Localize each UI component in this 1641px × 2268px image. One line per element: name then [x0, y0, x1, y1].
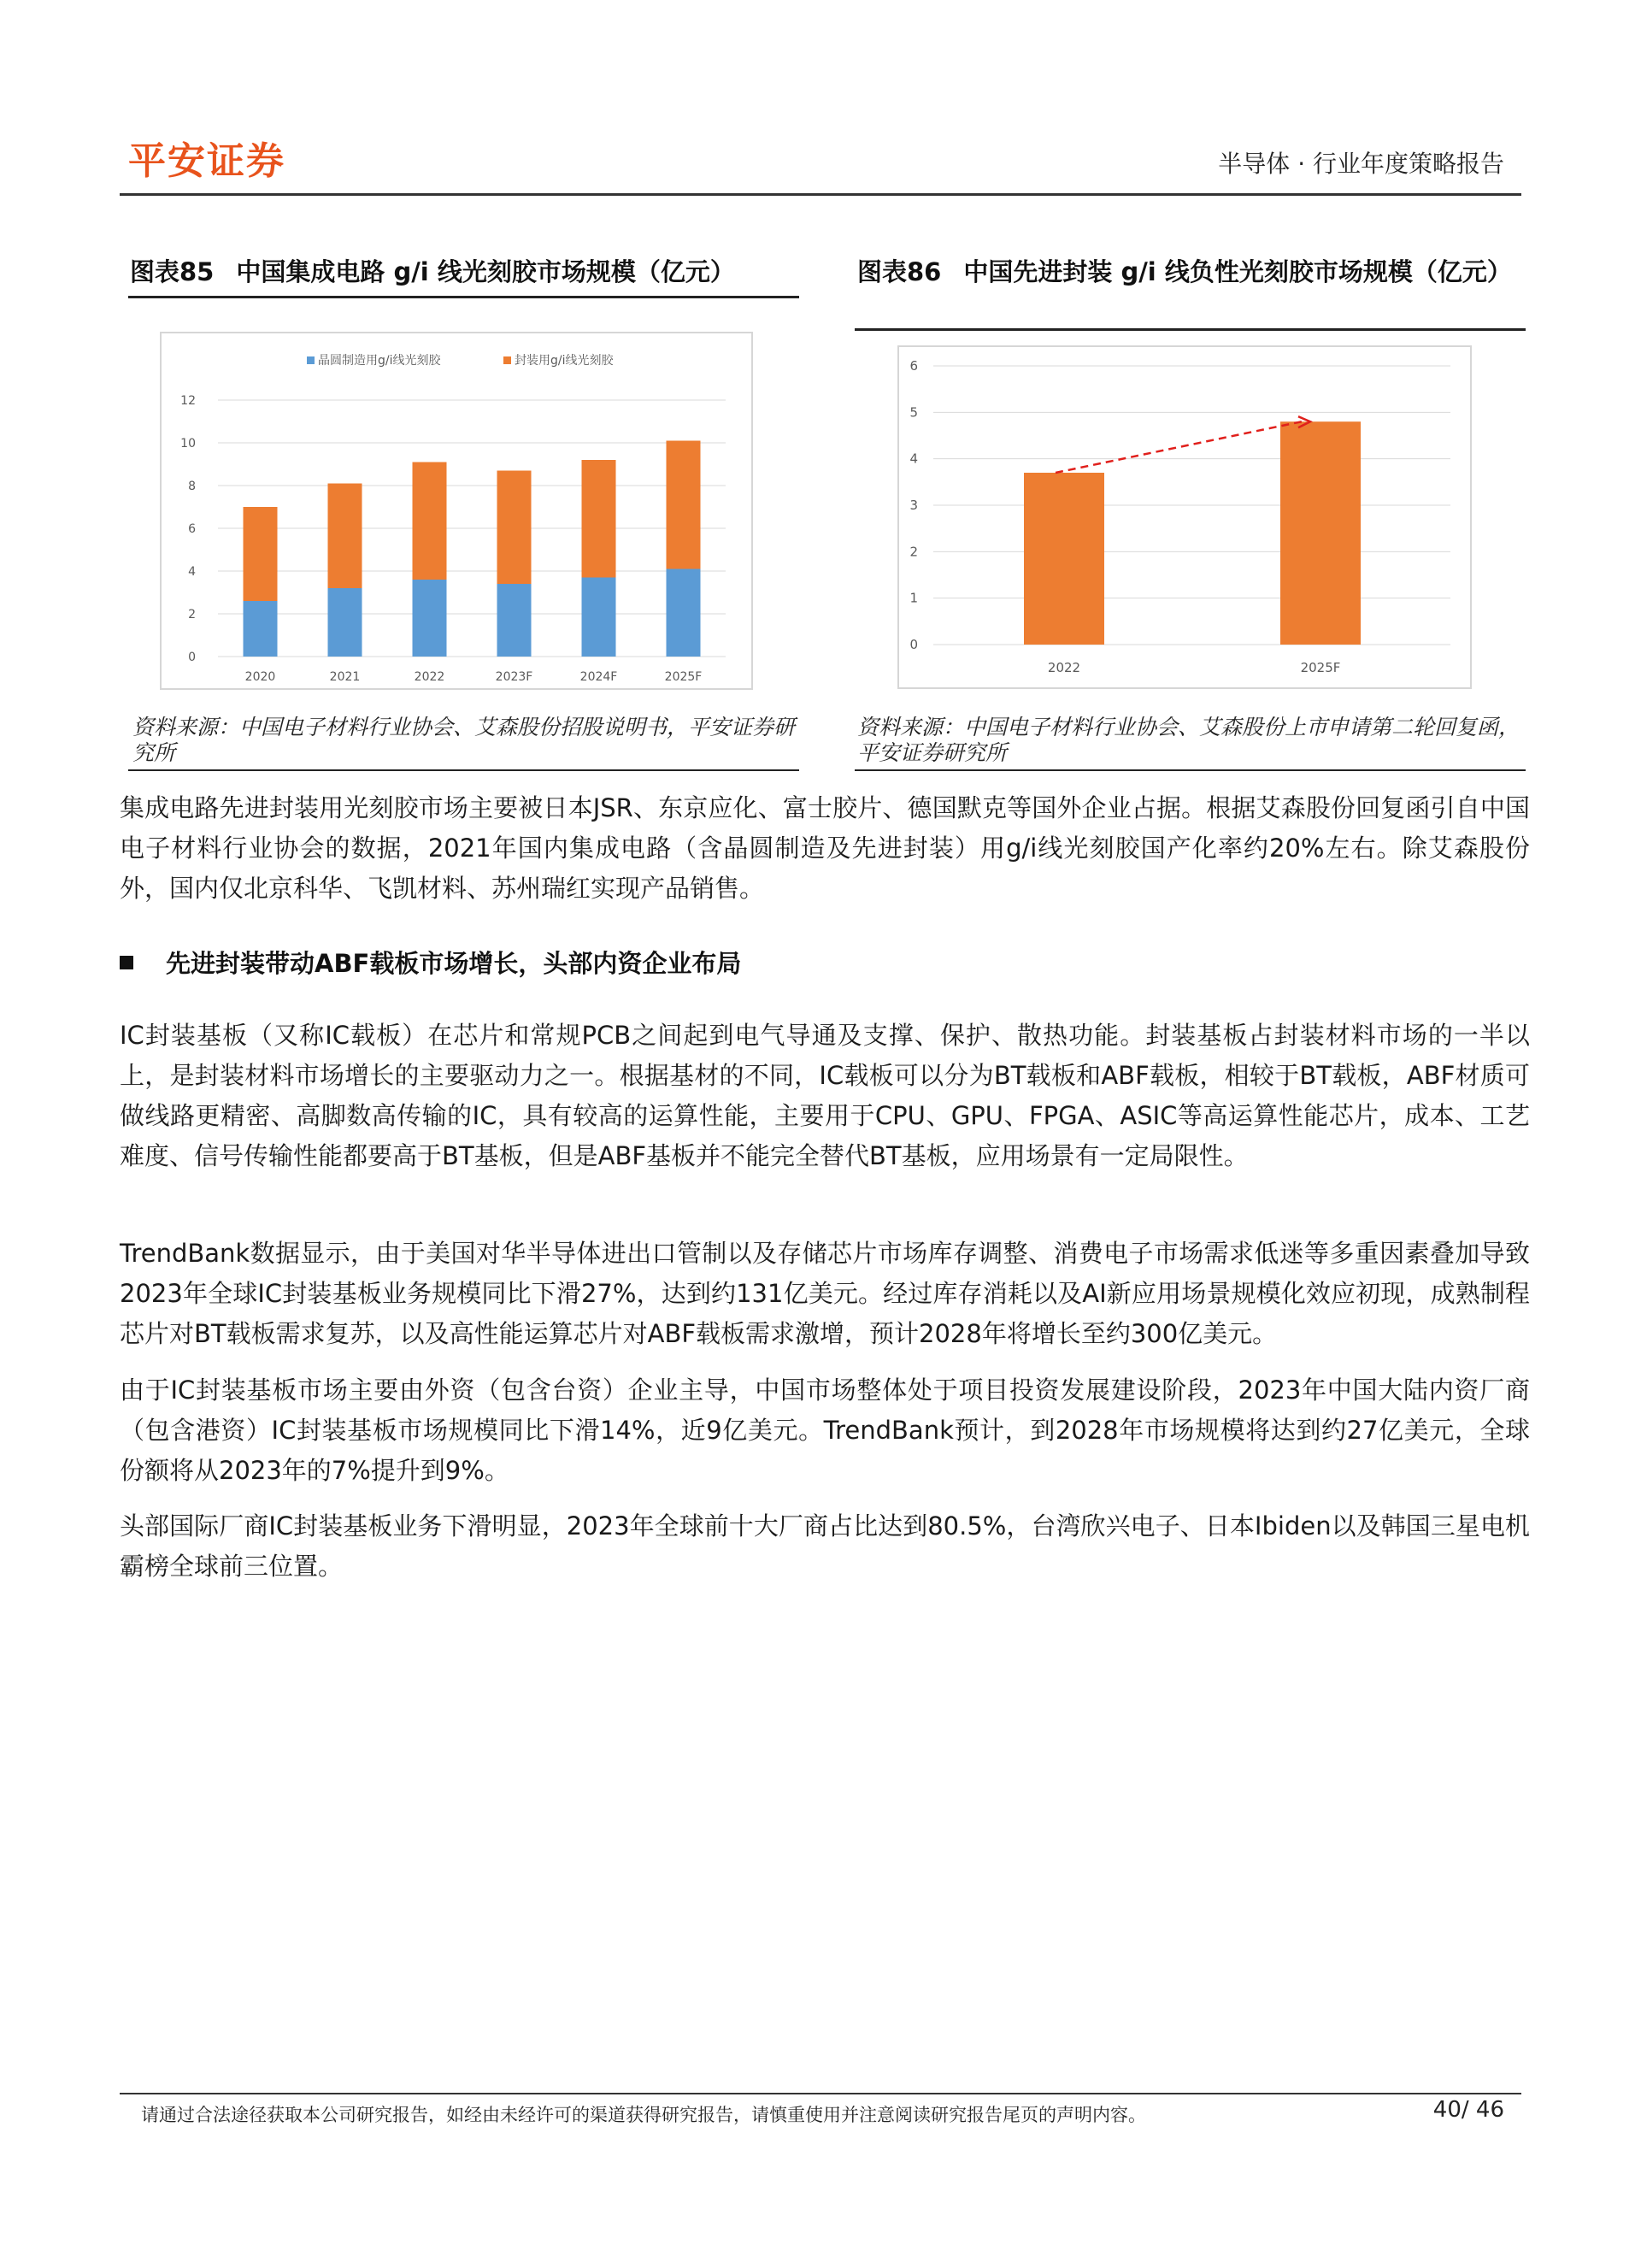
legend-swatch [503, 356, 511, 364]
bar-segment [667, 569, 701, 657]
figure85-chart [160, 332, 753, 690]
footer-divider [120, 2093, 1521, 2094]
section-heading-text: 先进封装带动ABF载板市场增长，头部内资企业布局 [166, 949, 742, 978]
figure86-title-text: 中国先进封装 g/i 线负性光刻胶市场规模（亿元） [963, 257, 1512, 286]
paragraph-3: TrendBank数据显示，由于美国对华半导体进出口管制以及存储芯片市场库存调整、消费电子市场需求低迷等多重因素叠加导致2023年全球IC封装基板业务规模同比下滑27%，达到约131亿美元。经过库存消耗以及AI新应用场景规模化效应初现，成熟制程芯片对BT载板需求复苏，以及高性能运算芯片对ABF载板需求激增，预计2028年将增长至约300亿美元。 [120, 1239, 1530, 1348]
bar-segment [244, 601, 278, 657]
x-tick-label: 2021 [329, 670, 361, 684]
section-heading [120, 945, 741, 980]
figure85-title [130, 256, 797, 288]
bar-segment [582, 578, 616, 657]
x-tick-label: 2025F [1300, 660, 1341, 675]
figure86-title-rule [855, 328, 1526, 331]
y-tick-label: 3 [909, 498, 918, 513]
x-tick-label: 2024F [579, 670, 618, 684]
legend-label: 晶圆制造用g/i线光刻胶 [318, 354, 441, 368]
y-tick-label: 2 [909, 544, 918, 560]
bar-segment [328, 588, 362, 657]
x-tick-label: 2023F [495, 670, 533, 684]
figure86-title [857, 256, 1515, 288]
paragraph-2: IC封装基板（又称IC载板）在芯片和常规PCB之间起到电气导通及支撑、保护、散热功能。封装基板占封装材料市场的一半以上，是封装材料市场增长的主要驱动力之一。根据基材的不同，IC载板可以分为BT载板和ABF载板，相较于BT载板，ABF材质可做线路更精密、高脚数高传输的IC，具有较高的运算性能，主要用于CPU、GPU、FPGA、ASIC等高运算性能芯片，成本、工艺难度、信号传输性能都要高于BT基板，但是ABF基板并不能完全替代BT基板，应用场景有一定局限性。 [120, 1021, 1530, 1170]
y-tick-label: 0 [188, 651, 196, 664]
figure86-chart [897, 345, 1472, 689]
figure86-bottom-rule [855, 769, 1526, 771]
x-tick-label: 2022 [414, 670, 445, 684]
y-tick-label: 12 [180, 394, 196, 408]
figure85-chart-svg [162, 333, 751, 688]
y-tick-label: 2 [188, 608, 196, 621]
header-divider [120, 193, 1521, 196]
company-logo: 平安证券 [128, 139, 285, 183]
trend-arrow-line [1056, 421, 1302, 473]
bar [1280, 421, 1361, 645]
figure85-title-rule [128, 296, 799, 298]
y-tick-label: 0 [909, 637, 918, 652]
bar-segment [413, 462, 447, 580]
figure85-source: 资料来源：中国电子材料行业协会、艾森股份招股说明书，平安证券研究所 [132, 715, 796, 765]
x-tick-label: 2022 [1047, 660, 1081, 675]
y-tick-label: 6 [188, 522, 196, 536]
paragraph-5: 头部国际厂商IC封装基板业务下滑明显，2023年全球前十大厂商占比达到80.5%，台湾欣兴电子、日本Ibiden以及韩国三星电机霸榜全球前三位置。 [120, 1511, 1530, 1581]
bar-segment [497, 471, 532, 585]
bar-segment [497, 584, 532, 657]
bar-segment [244, 507, 278, 601]
legend-swatch [307, 356, 315, 364]
bar [1024, 473, 1104, 645]
x-tick-label: 2025F [664, 670, 703, 684]
figure86-source: 资料来源：中国电子材料行业协会、艾森股份上市申请第二轮回复函，平安证券研究所 [857, 715, 1520, 765]
bullet-square-icon [120, 956, 133, 969]
bar-segment [413, 580, 447, 657]
paragraph-1: 集成电路先进封装用光刻胶市场主要被日本JSR、东京应化、富士胶片、德国默克等国外企业占据。根据艾森股份回复函引自中国电子材料行业协会的数据，2021年国内集成电路（含晶圆制造及先进封装）用g/i线光刻胶国产化率约20%左右。除艾森股份外，国内仅北京科华、飞凯材料、苏州瑞红实现产品销售。 [120, 793, 1530, 903]
bar-segment [667, 441, 701, 569]
legend-label: 封装用g/i线光刻胶 [515, 354, 614, 368]
report-header-title: 半导体 · 行业年度策略报告 [1218, 150, 1504, 178]
figure86-chart-svg [899, 347, 1470, 687]
figure86-number: 图表86 [857, 257, 942, 286]
y-tick-label: 10 [180, 437, 196, 451]
figure85-number: 图表85 [130, 257, 215, 286]
y-tick-label: 5 [909, 404, 918, 421]
bar-segment [328, 484, 362, 589]
footer-disclaimer: 请通过合法途径获取本公司研究报告，如经由未经许可的渠道获得研究报告，请慎重使用并注意阅读研究报告尾页的声明内容。 [141, 2105, 1146, 2125]
y-tick-label: 6 [909, 358, 918, 374]
bar-segment [582, 460, 616, 578]
figure85-bottom-rule [128, 769, 799, 771]
paragraph-4: 由于IC封装基板市场主要由外资（包含台资）企业主导，中国市场整体处于项目投资发展建设阶段，2023年中国大陆内资厂商（包含港资）IC封装基板市场规模同比下滑14%，近9亿美元。TrendBank预计，到2028年市场规模将达到约27亿美元，全球份额将从2023年的7%提升到9%。 [120, 1376, 1530, 1485]
figure85-title-text: 中国集成电路 g/i 线光刻胶市场规模（亿元） [236, 257, 735, 286]
page-number: 40/ 46 [1432, 2097, 1504, 2123]
x-tick-label: 2020 [244, 670, 276, 684]
y-tick-label: 8 [188, 480, 196, 493]
y-tick-label: 4 [909, 451, 918, 467]
y-tick-label: 4 [188, 565, 196, 579]
y-tick-label: 1 [909, 590, 918, 606]
